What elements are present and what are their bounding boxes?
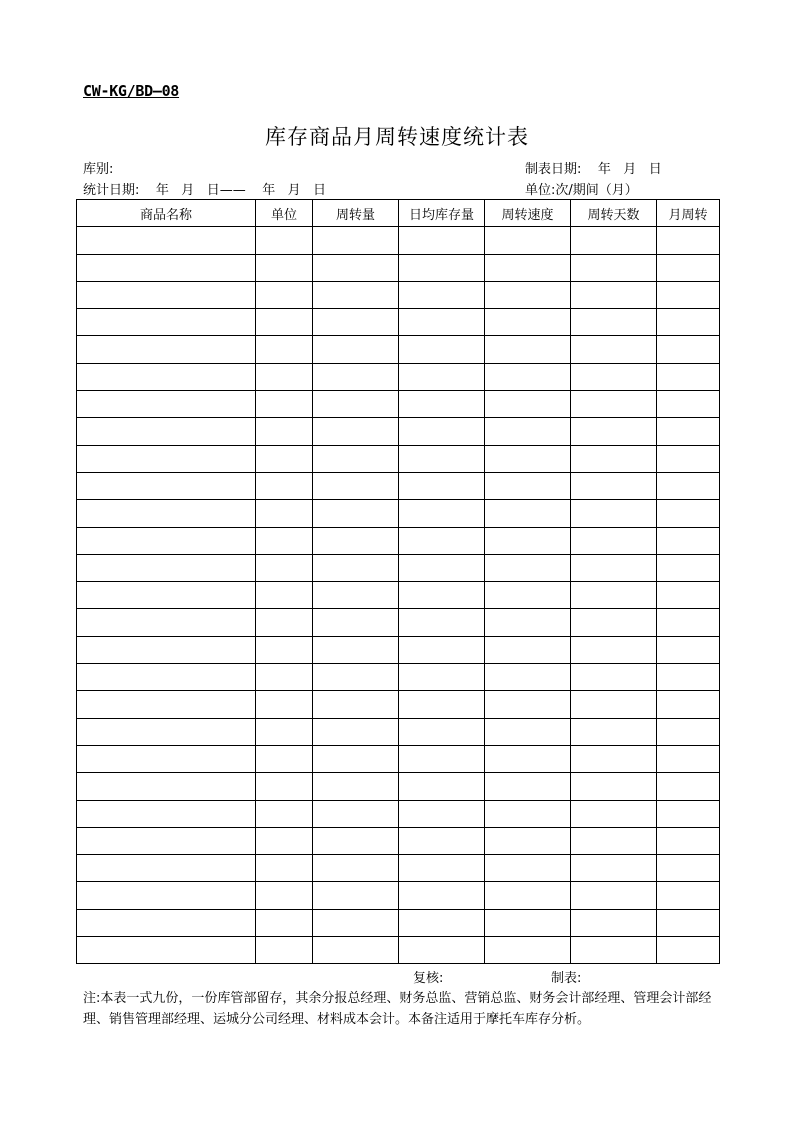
table-cell[interactable]: [77, 937, 256, 964]
table-cell[interactable]: [77, 554, 256, 581]
table-cell[interactable]: [485, 472, 571, 499]
table-row: [77, 609, 720, 636]
table-cell[interactable]: [399, 363, 485, 390]
table-row: [77, 554, 720, 581]
table-cell[interactable]: [313, 882, 399, 909]
table-row: [77, 281, 720, 308]
table-row: [77, 472, 720, 499]
table-cell[interactable]: [657, 664, 720, 691]
table-cell[interactable]: [77, 363, 256, 390]
table-cell[interactable]: [657, 827, 720, 854]
table-cell[interactable]: [571, 882, 657, 909]
table-cell[interactable]: [485, 937, 571, 964]
table-cell[interactable]: [657, 855, 720, 882]
table-cell[interactable]: [657, 691, 720, 718]
table-cell[interactable]: [313, 309, 399, 336]
table-cell[interactable]: [256, 718, 313, 745]
table-cell[interactable]: [571, 855, 657, 882]
table-cell[interactable]: [485, 500, 571, 527]
table-row: [77, 582, 720, 609]
table-cell[interactable]: [657, 582, 720, 609]
table-cell[interactable]: [399, 691, 485, 718]
table-cell[interactable]: [485, 855, 571, 882]
table-cell[interactable]: [77, 527, 256, 554]
table-row: [77, 909, 720, 936]
table-cell[interactable]: [485, 882, 571, 909]
table-cell[interactable]: [256, 855, 313, 882]
review-label: 复核:: [413, 971, 444, 986]
table-cell[interactable]: [313, 363, 399, 390]
table-cell[interactable]: [399, 636, 485, 663]
table-cell[interactable]: [399, 391, 485, 418]
table-cell[interactable]: [571, 582, 657, 609]
table-cell[interactable]: [485, 254, 571, 281]
table-cell[interactable]: [571, 718, 657, 745]
table-cell[interactable]: [313, 909, 399, 936]
table-cell[interactable]: [571, 773, 657, 800]
table-cell[interactable]: [77, 309, 256, 336]
table-cell[interactable]: [485, 636, 571, 663]
table-cell[interactable]: [399, 309, 485, 336]
table-cell[interactable]: [657, 745, 720, 772]
table-cell[interactable]: [313, 745, 399, 772]
preparer-label: 制表:: [551, 971, 582, 986]
table-cell[interactable]: [485, 554, 571, 581]
table-cell[interactable]: [485, 309, 571, 336]
table-row: [77, 827, 720, 854]
table-cell[interactable]: [256, 472, 313, 499]
table-cell[interactable]: [657, 527, 720, 554]
table-cell[interactable]: [571, 691, 657, 718]
table-cell[interactable]: [313, 418, 399, 445]
table-cell[interactable]: [399, 909, 485, 936]
table-cell[interactable]: [77, 281, 256, 308]
table-cell[interactable]: [485, 827, 571, 854]
table-cell[interactable]: [657, 636, 720, 663]
table-cell[interactable]: [399, 745, 485, 772]
table-cell[interactable]: [571, 309, 657, 336]
table-cell[interactable]: [571, 664, 657, 691]
table-cell[interactable]: [256, 909, 313, 936]
table-cell[interactable]: [399, 281, 485, 308]
table-row: [77, 691, 720, 718]
table-cell[interactable]: [399, 882, 485, 909]
col-header-turnover-speed: 周转速度: [485, 200, 571, 227]
table-cell[interactable]: [313, 773, 399, 800]
table-cell[interactable]: [313, 664, 399, 691]
table-cell[interactable]: [657, 609, 720, 636]
col-header-product-name: 商品名称: [77, 200, 256, 227]
table-cell[interactable]: [256, 691, 313, 718]
table-cell[interactable]: [571, 909, 657, 936]
table-cell[interactable]: [571, 554, 657, 581]
table-cell[interactable]: [571, 527, 657, 554]
table-cell[interactable]: [399, 336, 485, 363]
table-row: [77, 636, 720, 663]
table-cell[interactable]: [313, 691, 399, 718]
table-cell[interactable]: [256, 582, 313, 609]
table-cell[interactable]: [77, 227, 256, 254]
table-body: [77, 227, 720, 964]
table-cell[interactable]: [485, 527, 571, 554]
table-cell[interactable]: [399, 418, 485, 445]
table-cell[interactable]: [77, 773, 256, 800]
table-cell[interactable]: [399, 254, 485, 281]
table-row: [77, 363, 720, 390]
table-cell[interactable]: [657, 500, 720, 527]
table-cell[interactable]: [571, 800, 657, 827]
table-cell[interactable]: [256, 800, 313, 827]
table-cell[interactable]: [399, 609, 485, 636]
table-row: [77, 391, 720, 418]
table-cell[interactable]: [399, 937, 485, 964]
table-cell[interactable]: [571, 636, 657, 663]
table-row: [77, 309, 720, 336]
table-cell[interactable]: [256, 554, 313, 581]
table-cell[interactable]: [256, 363, 313, 390]
table-cell[interactable]: [399, 227, 485, 254]
table-row: [77, 664, 720, 691]
table-cell[interactable]: [485, 609, 571, 636]
table-cell[interactable]: [77, 827, 256, 854]
table-cell[interactable]: [657, 227, 720, 254]
table-cell[interactable]: [485, 691, 571, 718]
table-cell[interactable]: [657, 254, 720, 281]
table-cell[interactable]: [571, 336, 657, 363]
table-cell[interactable]: [657, 281, 720, 308]
table-cell[interactable]: [313, 800, 399, 827]
table-cell[interactable]: [571, 827, 657, 854]
table-row: [77, 773, 720, 800]
table-row: [77, 445, 720, 472]
table-cell[interactable]: [77, 855, 256, 882]
table-row: [77, 855, 720, 882]
turnover-table: [76, 199, 720, 964]
table-cell[interactable]: [256, 937, 313, 964]
table-cell[interactable]: [485, 745, 571, 772]
table-cell[interactable]: [313, 500, 399, 527]
table-cell[interactable]: [571, 745, 657, 772]
col-header-unit: 单位: [256, 200, 313, 227]
table-cell[interactable]: [399, 827, 485, 854]
table-row: [77, 500, 720, 527]
table-cell[interactable]: [313, 554, 399, 581]
col-header-turnover-days: 周转天数: [571, 200, 657, 227]
table-cell[interactable]: [77, 582, 256, 609]
table-cell[interactable]: [485, 391, 571, 418]
table-cell[interactable]: [485, 664, 571, 691]
table-cell[interactable]: [256, 609, 313, 636]
table-cell[interactable]: [256, 418, 313, 445]
table-cell[interactable]: [256, 309, 313, 336]
table-cell[interactable]: [313, 527, 399, 554]
table-cell[interactable]: [313, 281, 399, 308]
table-cell[interactable]: [657, 773, 720, 800]
table-cell[interactable]: [571, 937, 657, 964]
header-row: [77, 200, 720, 227]
footnote: 注:本表一式九份，一份库管部留存，其余分报总经理、财务总监、营销总监、财务会计部经理、管理会计部经理、销售管理部经理、运城分公司经理、材料成本会计。本备注适用于摩托车库存分析。: [83, 991, 712, 1027]
table-cell[interactable]: [657, 418, 720, 445]
table-cell[interactable]: [313, 472, 399, 499]
table-cell[interactable]: [399, 500, 485, 527]
table-cell[interactable]: [77, 745, 256, 772]
table-cell[interactable]: [571, 363, 657, 390]
table-row: [77, 718, 720, 745]
table-cell[interactable]: [485, 445, 571, 472]
table-cell[interactable]: [256, 664, 313, 691]
table-cell[interactable]: [657, 391, 720, 418]
table-cell[interactable]: [256, 500, 313, 527]
table-row: [77, 254, 720, 281]
table-cell[interactable]: [657, 882, 720, 909]
table-cell[interactable]: [77, 636, 256, 663]
table-cell[interactable]: [313, 636, 399, 663]
table-row: [77, 882, 720, 909]
table-cell[interactable]: [77, 800, 256, 827]
table-cell[interactable]: [77, 664, 256, 691]
table-cell[interactable]: [657, 718, 720, 745]
table-cell[interactable]: [571, 254, 657, 281]
table-cell[interactable]: [256, 773, 313, 800]
table-cell[interactable]: [313, 582, 399, 609]
table-cell[interactable]: [571, 281, 657, 308]
table-cell[interactable]: [256, 391, 313, 418]
table-row: [77, 745, 720, 772]
table-cell[interactable]: [657, 445, 720, 472]
table-cell[interactable]: [313, 609, 399, 636]
table-cell[interactable]: [485, 336, 571, 363]
table-cell[interactable]: [399, 800, 485, 827]
table-row: [77, 800, 720, 827]
table-cell[interactable]: [313, 336, 399, 363]
table-cell[interactable]: [485, 582, 571, 609]
table-cell[interactable]: [571, 418, 657, 445]
table-cell[interactable]: [571, 472, 657, 499]
table-cell[interactable]: [77, 691, 256, 718]
table-cell[interactable]: [256, 527, 313, 554]
table-cell[interactable]: [399, 855, 485, 882]
table-cell[interactable]: [256, 636, 313, 663]
table-cell[interactable]: [657, 336, 720, 363]
table-cell[interactable]: [399, 554, 485, 581]
table-cell[interactable]: [77, 418, 256, 445]
table-cell[interactable]: [399, 773, 485, 800]
table-cell[interactable]: [256, 227, 313, 254]
table-cell[interactable]: [485, 281, 571, 308]
table-cell[interactable]: [256, 745, 313, 772]
col-header-turnover-volume: 周转量: [313, 200, 399, 227]
form-code: CW-KG/BD—08: [83, 82, 180, 100]
table-cell[interactable]: [399, 527, 485, 554]
table-cell[interactable]: [256, 281, 313, 308]
stat-period-label: 统计日期: 年 月 日—— 年 月 日: [83, 183, 327, 198]
table-cell[interactable]: [256, 445, 313, 472]
table-cell[interactable]: [77, 500, 256, 527]
col-header-monthly-turnover: 月周转: [657, 200, 720, 227]
table-cell[interactable]: [313, 227, 399, 254]
table-cell[interactable]: [571, 227, 657, 254]
table-cell[interactable]: [256, 882, 313, 909]
table-cell[interactable]: [313, 855, 399, 882]
table-row: [77, 227, 720, 254]
table-cell[interactable]: [77, 882, 256, 909]
table-cell[interactable]: [657, 937, 720, 964]
table-cell[interactable]: [399, 664, 485, 691]
table-cell[interactable]: [77, 254, 256, 281]
table-cell[interactable]: [399, 472, 485, 499]
table-cell[interactable]: [657, 554, 720, 581]
table-cell[interactable]: [256, 336, 313, 363]
table-cell[interactable]: [485, 363, 571, 390]
table-cell[interactable]: [657, 363, 720, 390]
table-cell[interactable]: [77, 472, 256, 499]
table-cell[interactable]: [77, 718, 256, 745]
table-cell[interactable]: [313, 391, 399, 418]
table-cell[interactable]: [399, 445, 485, 472]
page-title: 库存商品月周转速度统计表: [265, 125, 529, 149]
table-cell[interactable]: [571, 445, 657, 472]
table-cell[interactable]: [77, 336, 256, 363]
table-cell[interactable]: [256, 254, 313, 281]
table-row: [77, 937, 720, 964]
table-row: [77, 527, 720, 554]
col-header-daily-avg-stock: 日均库存量: [399, 200, 485, 227]
table-cell[interactable]: [657, 800, 720, 827]
table-cell[interactable]: [485, 773, 571, 800]
table-cell[interactable]: [313, 937, 399, 964]
made-date-label: 制表日期: 年 月 日: [525, 162, 662, 177]
table-cell[interactable]: [571, 391, 657, 418]
table-cell[interactable]: [485, 909, 571, 936]
table-row: [77, 418, 720, 445]
warehouse-label: 库别:: [83, 162, 114, 177]
table-cell[interactable]: [77, 609, 256, 636]
table-cell[interactable]: [313, 718, 399, 745]
table-cell[interactable]: [657, 472, 720, 499]
table-cell[interactable]: [657, 309, 720, 336]
table-cell[interactable]: [399, 718, 485, 745]
table-row: [77, 336, 720, 363]
table-cell[interactable]: [256, 827, 313, 854]
table-cell[interactable]: [485, 800, 571, 827]
table-cell[interactable]: [313, 254, 399, 281]
table-cell[interactable]: [571, 609, 657, 636]
table-cell[interactable]: [313, 445, 399, 472]
table-cell[interactable]: [571, 500, 657, 527]
table-cell[interactable]: [657, 909, 720, 936]
table-cell[interactable]: [399, 582, 485, 609]
table-cell[interactable]: [77, 445, 256, 472]
table-cell[interactable]: [313, 827, 399, 854]
table-cell[interactable]: [77, 391, 256, 418]
table-cell[interactable]: [485, 227, 571, 254]
unit-label: 单位:次/期间（月）: [525, 183, 638, 198]
table-cell[interactable]: [485, 718, 571, 745]
table-cell[interactable]: [485, 418, 571, 445]
table-cell[interactable]: [77, 909, 256, 936]
